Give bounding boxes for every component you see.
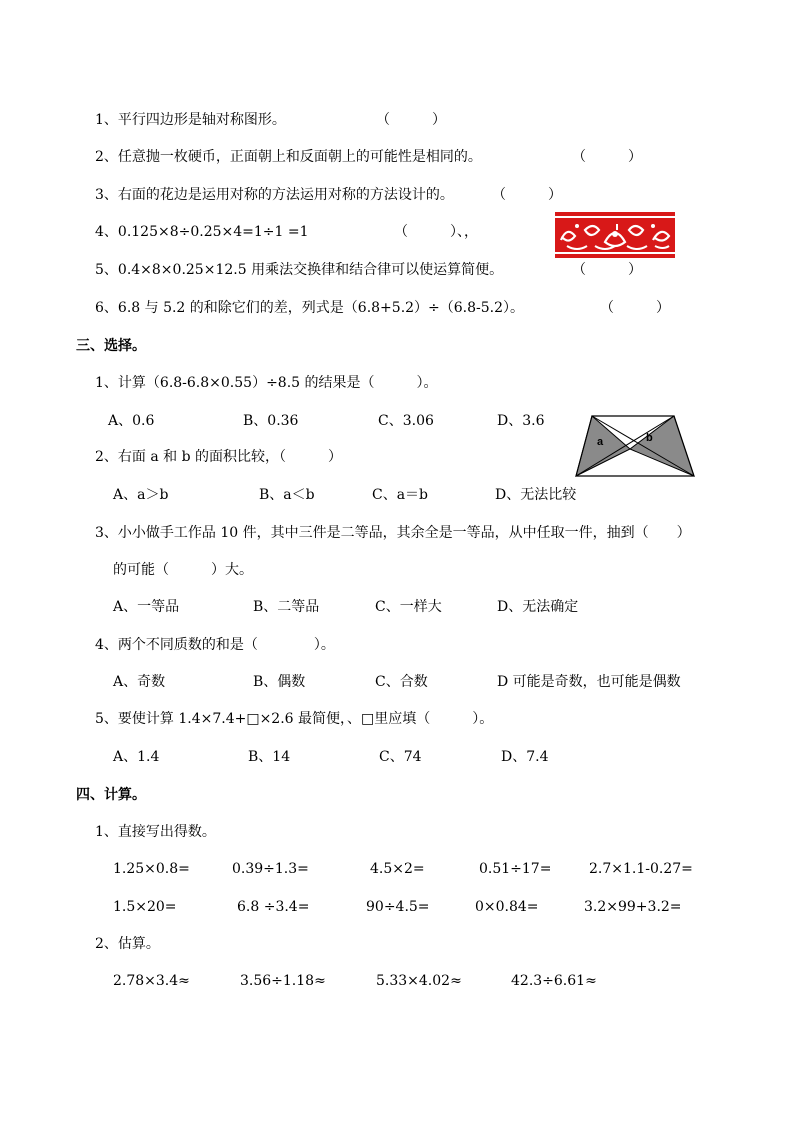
tf-item-4: 4、0.125×8÷0.25×4=1÷1 =1 [95,224,309,240]
tf-item-2: 2、任意抛一枚硬币，正面朝上和反面朝上的可能性是相同的。 [95,149,482,165]
est-2: 3.56÷1.18≈ [240,973,326,989]
tf-paren-3[interactable]: （ ） [492,187,562,203]
tf-paren-5[interactable]: （ ） [572,262,642,278]
tf-paren-6[interactable]: （ ） [600,300,670,316]
q3-opt-a[interactable]: A、一等品 [113,599,180,615]
q1-opt-d[interactable]: D、3.6 [497,413,545,429]
q5-opt-a[interactable]: A、1.4 [113,749,160,765]
q4-opt-b[interactable]: B、偶数 [253,674,306,690]
q2-opt-d[interactable]: D、无法比较 [495,487,577,503]
calc-r2-2: 6.8 ÷3.4= [237,899,310,915]
tf-paren-1[interactable]: （ ） [376,112,446,128]
q3-text-2: 的可能（ ）大。 [113,562,253,578]
calc-r1-2: 0.39÷1.3= [232,861,309,877]
q5-opt-c[interactable]: C、74 [379,749,422,765]
q1-text: 1、计算（6.8-6.8×0.55）÷8.5 的结果是（ ）。 [95,375,438,391]
calc-r2-3: 90÷4.5= [366,899,430,915]
q4-opt-d[interactable]: D 可能是奇数，也可能是偶数 [497,674,681,690]
calc-r2-4: 0×0.84= [475,899,539,915]
calc-r1-4: 0.51÷17= [479,861,552,877]
trapezoid-figure [570,412,700,480]
q2-opt-b[interactable]: B、a＜b [259,487,315,503]
calc-r2-5: 3.2×99+3.2= [584,899,682,915]
q5-text: 5、要使计算 1.4×7.4+□×2.6 最简便，、□里应填（ ）。 [95,711,494,727]
q2-text: 2、右面 a 和 b 的面积比较，（ ） [95,449,343,465]
q2-opt-c[interactable]: C、a＝b [372,487,429,503]
tf-item-3: 3、右面的花边是运用对称的方法运用对称的方法设计的。 [95,187,454,203]
q5-opt-d[interactable]: D、7.4 [501,749,549,765]
q3-opt-c[interactable]: C、一样大 [375,599,442,615]
tf-paren-4[interactable]: （ ）、， [394,224,478,240]
q3-opt-d[interactable]: D、无法确定 [497,599,579,615]
tf-item-6: 6、6.8 与 5.2 的和除它们的差，列式是（6.8+5.2）÷（6.8-5.2）。 [95,300,525,316]
q3-text: 3、小小做手工作品 10 件，其中三件是二等品，其余全是一等品，从中任取一件，抽到（ ） [95,525,691,541]
q1-opt-b[interactable]: B、0.36 [243,413,299,429]
est-1: 2.78×3.4≈ [113,973,190,989]
tf-item-1: 1、平行四边形是轴对称图形。 [95,112,286,128]
q4-opt-c[interactable]: C、合数 [375,674,428,690]
fig-label-b: b [646,432,653,444]
q1-opt-c[interactable]: C、3.06 [378,413,434,429]
q1-opt-a[interactable]: A、0.6 [108,413,155,429]
q5-opt-b[interactable]: B、14 [248,749,291,765]
q4-text: 4、两个不同质数的和是（ ）。 [95,637,335,653]
section-3-title: 三、选择。 [76,338,146,354]
fig-label-a: a [597,436,604,448]
calc-r1-1: 1.25×0.8= [113,861,190,877]
est-4: 42.3÷6.61≈ [511,973,597,989]
calc-r1-5: 2.7×1.1-0.27= [589,861,693,877]
est-3: 5.33×4.02≈ [376,973,462,989]
section-4-title: 四、计算。 [76,787,146,803]
calc-r1-3: 4.5×2= [370,861,425,877]
calc-sub-1: 1、直接写出得数。 [95,824,216,840]
q4-opt-a[interactable]: A、奇数 [113,674,166,690]
lace-border-figure [555,212,675,258]
tf-paren-2[interactable]: （ ） [572,149,642,165]
q2-opt-a[interactable]: A、a＞b [113,487,169,503]
q3-opt-b[interactable]: B、二等品 [253,599,320,615]
calc-sub-2: 2、估算。 [95,936,160,952]
calc-r2-1: 1.5×20= [113,899,177,915]
tf-item-5: 5、0.4×8×0.25×12.5 用乘法交换律和结合律可以使运算简便。 [95,262,504,278]
